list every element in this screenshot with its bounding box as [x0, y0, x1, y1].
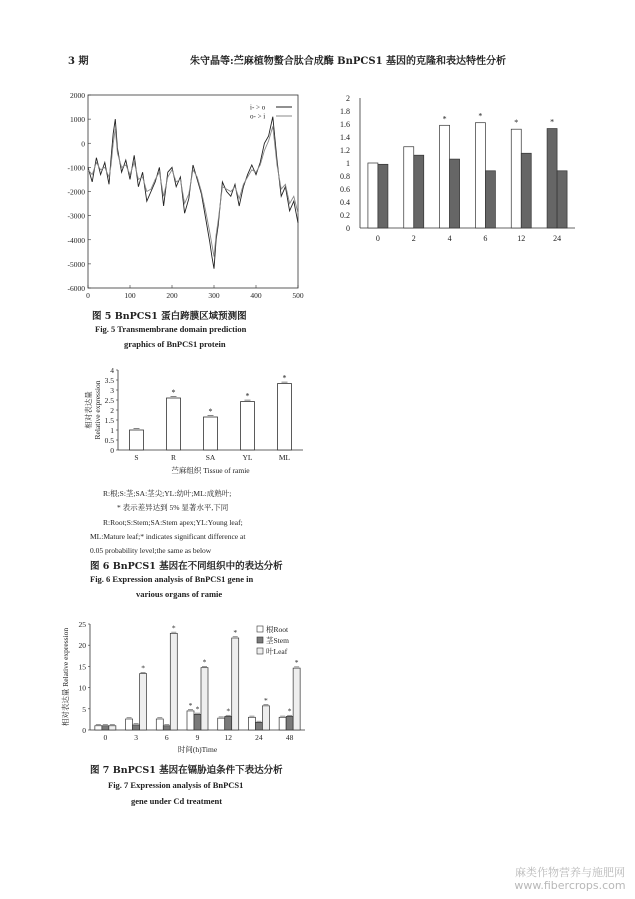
fig6-note-3: R:Root;S:Stem;SA:Stem apex;YL:Young leaf; [103, 518, 243, 527]
y-tick-label: 10 [78, 683, 86, 693]
significance-star: * [478, 111, 483, 121]
significance-star: * [442, 114, 447, 124]
y-tick-label: 0 [110, 446, 114, 455]
significance-star: * [171, 388, 176, 397]
bar [368, 163, 378, 228]
y-tick-label: 25 [78, 620, 86, 629]
bar [109, 726, 116, 730]
y-tick-label: 15 [78, 662, 86, 672]
bar [293, 668, 300, 730]
cd-treatment-legend [257, 624, 289, 656]
x-tick-label: ML [278, 453, 291, 462]
fig7-caption-cn: 图 7 BnPCS1 基因在镉胁迫条件下表达分析 [90, 765, 283, 776]
bar [286, 716, 293, 730]
bar [194, 714, 201, 730]
significance-star: * [294, 658, 299, 668]
y-tick-label: 0 [82, 726, 86, 735]
bar [475, 123, 485, 228]
x-tick-label: 24 [255, 733, 263, 742]
bar [414, 155, 424, 228]
x-tick-label: 6 [164, 733, 169, 742]
y-tick-label: -4000 [67, 235, 85, 245]
x-axis-label: 时间(h)Time [177, 745, 218, 754]
transmembrane-axes [68, 91, 304, 300]
y-tick-label: 20 [78, 641, 86, 651]
fig6-note-2: * 表示差异达到 5% 显著水平,下同 [117, 503, 229, 512]
bar [255, 722, 262, 730]
transmembrane-chart [55, 88, 315, 308]
y-tick-label: 4 [110, 366, 114, 375]
y-tick-label: -6000 [67, 284, 85, 293]
transmembrane-lines [88, 117, 298, 269]
y-tick-label: 1000 [70, 115, 85, 125]
fig5-caption-en-1: Fig. 5 Transmembrane domain prediction [95, 324, 247, 334]
significance-star: * [282, 373, 287, 383]
transmembrane-legend [250, 104, 292, 121]
tissue-axes [83, 366, 303, 475]
bar [450, 159, 460, 228]
x-tick-label: 48 [285, 733, 294, 742]
significance-star: * [202, 657, 207, 667]
site-watermark: 麻类作物营养与施肥网 www.fibercrops.com [514, 866, 626, 892]
legend-label: i- > o [250, 103, 266, 112]
y-tick-label: 0.2 [340, 211, 350, 220]
y-axis-label-cn: 相对表达量 [84, 391, 93, 429]
fig6-caption-cn: 图 6 BnPCS1 基因在不同组织中的表达分析 [90, 561, 283, 572]
x-tick-label: 2 [411, 234, 416, 243]
bar [225, 716, 232, 730]
bar [279, 717, 286, 730]
y-axis-label-en: Relative expression [93, 380, 102, 440]
tissue-bars [130, 374, 292, 450]
y-tick-label: 1.2 [340, 146, 350, 155]
bar [133, 725, 140, 730]
significance-star: * [226, 706, 231, 716]
bar [201, 668, 208, 730]
y-tick-label: 0 [81, 139, 85, 149]
bar [170, 633, 177, 730]
bar [485, 171, 495, 228]
y-tick-label: -5000 [67, 259, 85, 269]
bar [167, 398, 181, 450]
x-tick-label: 500 [292, 291, 304, 300]
significance-star: * [245, 391, 250, 401]
y-tick-label: 5 [82, 704, 86, 714]
significance-star: * [550, 117, 555, 127]
y-tick-label: 2.5 [104, 396, 114, 405]
fig6-note-1: R:根;S:茎;SA:茎尖;YL:幼叶;ML:成熟叶; [103, 489, 232, 498]
significance-star: * [188, 700, 193, 710]
cd-small-chart [335, 90, 585, 250]
issue-number: 3 期 [68, 56, 89, 67]
fig5-caption-en-2: graphics of BnPCS1 protein [124, 339, 226, 349]
bar [262, 706, 269, 730]
legend-label: 根Root [266, 625, 289, 634]
x-tick-label: R [170, 453, 177, 462]
bar [163, 726, 170, 730]
significance-star: * [208, 407, 213, 416]
bar [378, 164, 388, 228]
legend-swatch [257, 637, 263, 643]
x-tick-label: 200 [166, 291, 178, 300]
fig7-caption-en-1: Fig. 7 Expression analysis of BnPCS1 [108, 780, 244, 790]
y-tick-label: 2 [110, 406, 114, 415]
significance-star: * [141, 663, 145, 673]
y-tick-label: -2000 [67, 187, 85, 197]
y-tick-label: 0 [346, 224, 350, 233]
bar [140, 674, 147, 730]
bar [232, 638, 239, 730]
y-tick-label: 3.5 [104, 376, 114, 385]
y-tick-label: 2 [346, 94, 350, 103]
x-tick-label: 300 [208, 291, 220, 300]
x-tick-label: 12 [517, 234, 526, 243]
legend-swatch [257, 648, 263, 654]
y-tick-label: 2000 [70, 91, 85, 100]
x-tick-label: 6 [483, 234, 488, 243]
series-line-2 [88, 126, 298, 256]
significance-star: * [233, 627, 238, 637]
bar [511, 129, 521, 228]
y-tick-label: 0.6 [340, 185, 350, 194]
bar [440, 125, 450, 228]
bar [130, 430, 144, 450]
fig6-note-5: 0.05 probability level;the same as below [90, 546, 212, 555]
y-tick-label: 0.5 [104, 436, 114, 445]
significance-star: * [171, 623, 176, 633]
y-tick-label: 1.4 [340, 133, 350, 142]
significance-star: * [264, 695, 268, 705]
x-axis-label: 苎麻组织 Tissue of ramie [171, 466, 250, 475]
x-tick-label: 4 [447, 234, 452, 243]
bar [126, 719, 133, 730]
x-tick-label: YL [242, 453, 253, 462]
legend-label: 茎Stem [266, 636, 289, 645]
x-tick-label: 24 [553, 234, 562, 243]
y-tick-label: 0.8 [340, 172, 350, 181]
x-tick-label: 3 [134, 733, 138, 742]
y-tick-label: 1 [346, 159, 350, 168]
y-tick-label: -1000 [67, 163, 85, 173]
bar [404, 147, 414, 228]
bar [156, 719, 163, 730]
bar [547, 129, 557, 228]
legend-label: o- > i [250, 112, 266, 121]
x-tick-label: 100 [124, 291, 136, 300]
x-tick-label: 12 [224, 733, 232, 742]
significance-star: * [514, 118, 519, 128]
x-tick-label: 9 [195, 733, 200, 742]
y-tick-label: 3 [110, 386, 114, 395]
fig6-note-4: ML:Mature leaf;* indicates significant difference at [90, 532, 246, 541]
bar [95, 726, 102, 730]
bar [218, 718, 225, 730]
bar [241, 402, 255, 450]
y-tick-label: 1.5 [104, 416, 114, 425]
legend-label: 叶Leaf [266, 647, 288, 656]
cd-small-bars [368, 112, 567, 228]
cd-treatment-chart [60, 614, 320, 759]
y-tick-label: 1.8 [340, 107, 350, 116]
fig7-caption-en-2: gene under Cd treatment [131, 796, 223, 806]
significance-star: * [287, 706, 292, 716]
y-tick-label: -3000 [67, 211, 85, 221]
legend-swatch [257, 626, 263, 632]
x-tick-label: 0 [375, 234, 380, 243]
x-tick-label: SA [205, 453, 216, 462]
bar [102, 726, 109, 730]
fig5-caption-cn: 图 5 BnPCS1 蛋白跨膜区域预测图 [92, 311, 247, 322]
plot-frame [88, 95, 298, 288]
y-axis-label: 相对表达量 Relative expression [61, 627, 70, 727]
running-title: 朱守晶等:苎麻植物螯合肽合成酶 BnPCS1 基因的克隆和表达特性分析 [190, 56, 507, 67]
fig6-caption-en-1: Fig. 6 Expression analysis of BnPCS1 gene in [90, 574, 254, 584]
bar [521, 153, 531, 228]
x-tick-label: 0 [86, 291, 90, 300]
bar [278, 384, 292, 450]
series-line-1 [88, 117, 298, 269]
significance-star: * [195, 704, 200, 714]
x-tick-label: S [134, 453, 139, 462]
y-tick-label: 1 [110, 426, 114, 435]
y-tick-label: 1.6 [340, 120, 350, 129]
bar [204, 417, 218, 450]
bar [187, 711, 194, 730]
tissue-chart [85, 362, 305, 482]
y-tick-label: 0.4 [340, 198, 350, 207]
bar [248, 717, 255, 730]
x-tick-label: 0 [103, 733, 108, 742]
x-tick-label: 400 [250, 291, 262, 300]
fig6-caption-en-2: various organs of ramie [136, 589, 223, 599]
bar [557, 171, 567, 228]
